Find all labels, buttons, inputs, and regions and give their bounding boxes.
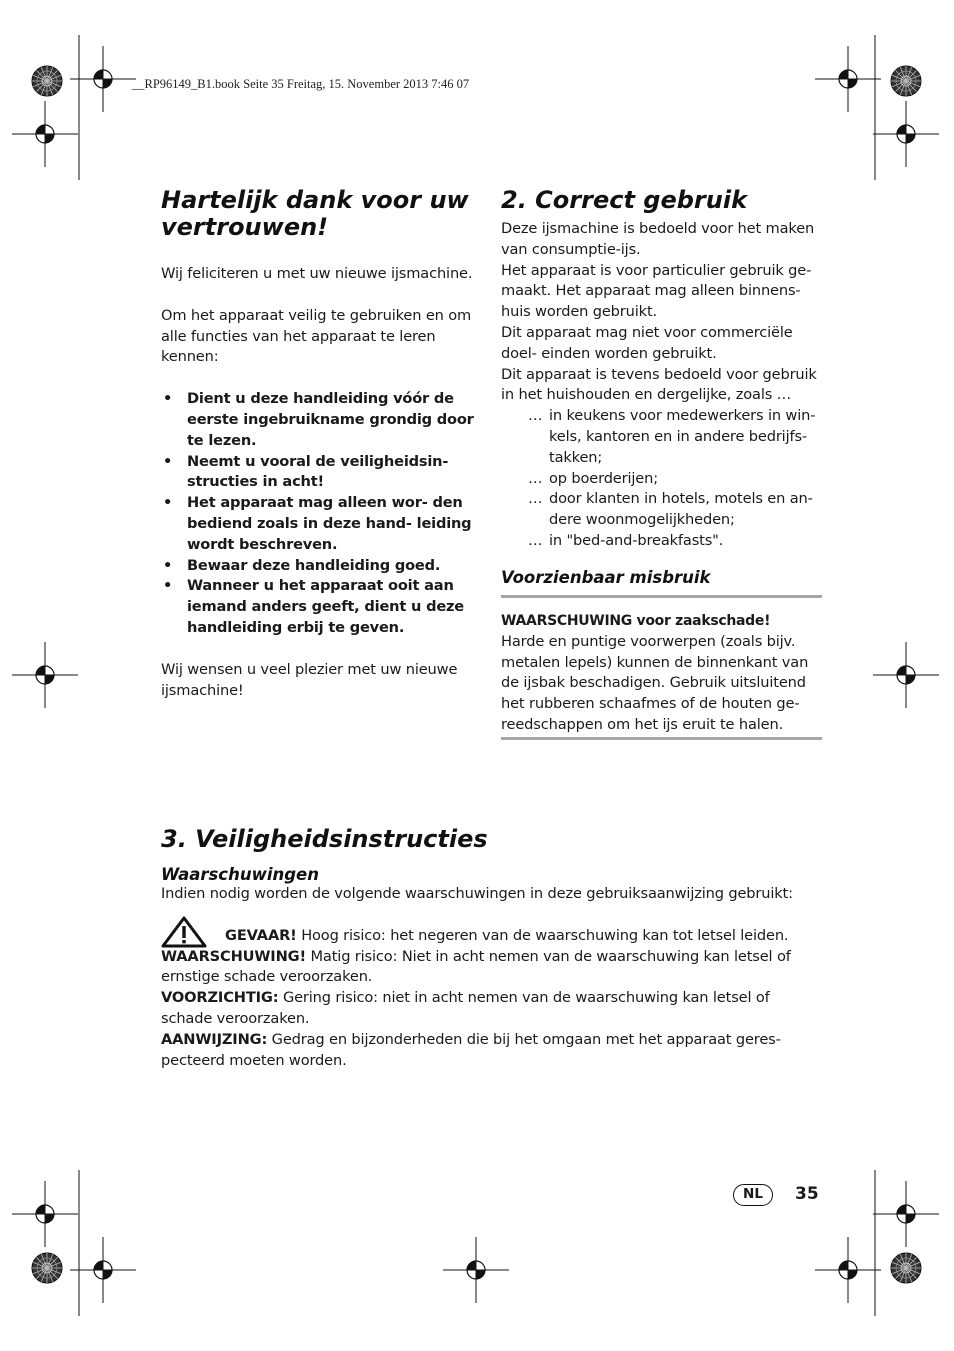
level-note <box>161 1030 823 1072</box>
intro-congrats: Wij feliciteren u met uw nieuwe ijsmachine. <box>161 265 473 282</box>
page-number: 35 <box>795 1184 819 1204</box>
safety-title: 3. Veiligheidsinstructies <box>161 825 488 853</box>
list-item: • Bewaar deze handleiding goed. <box>161 556 483 577</box>
list-item: … in keukens voor medewerkers in win- kels, kantoren en in andere bedrijfs- takken; <box>501 406 823 468</box>
list-item: • Het apparaat mag alleen wor- den bediend zoals in deze hand- leiding wordt beschreven. <box>161 493 483 555</box>
level-danger <box>161 926 823 947</box>
correct-use-p3: Dit apparaat mag niet voor commerciële doel- einden worden gebruikt. <box>501 323 793 362</box>
property-damage-warning <box>501 595 822 740</box>
level-text: Matig risico: Niet in acht nemen van de waarschuwing kan letsel of ernstige schade veroorzaken. <box>161 947 791 986</box>
warning-text: Harde en puntige voorwerpen (zoals bijv. metalen lepels) kunnen de binnenkant van de ijsbak beschadigen. Gebruik uitsluitend het rubberen schaafmes of de houten ge- reedschappen om het ijs eruit te halen. <box>501 632 809 733</box>
file-header: __RP96149_B1.book Seite 35 Freitag, 15. November 2013 7:46 07 <box>132 77 470 91</box>
level-text: Hoog risico: het negeren van de waarschuwing kan tot letsel leiden. <box>301 926 789 944</box>
safety-subtitle: Waarschuwingen <box>161 865 319 884</box>
safety-intro: Indien nodig worden de volgende waarschuwingen in deze gebruiksaanwijzing gebruikt: <box>161 885 793 902</box>
intro-safe-use: Om het apparaat veilig te gebruiken en om alle functies van het apparaat te leren kennen: <box>161 306 472 366</box>
level-caution <box>161 988 823 1030</box>
safety-section <box>161 826 823 1071</box>
correct-use-p4: Dit apparaat is tevens bedoeld voor gebruik in het huishouden en dergelijke, zoals … <box>501 365 817 404</box>
warning-triangle-icon <box>161 916 207 948</box>
warning-levels <box>161 926 823 1072</box>
warning-title: WAARSCHUWING voor zaakschade! <box>501 613 771 629</box>
list-item: • Wanneer u het apparaat ooit aan iemand anders geeft, dient u deze handleiding erbij te geven. <box>161 576 483 638</box>
intro-closing: Wij wensen u veel plezier met uw nieuwe ijsmachine! <box>161 660 458 699</box>
correct-use-p2: Het apparaat is voor particulier gebruik ge- maakt. Het apparaat mag alleen binnens- huis worden gebruikt. <box>501 261 812 321</box>
intro-title: Hartelijk dank voor uw vertrouwen! <box>161 186 469 241</box>
use-location-list <box>501 406 823 552</box>
correct-use-title: 2. Correct gebruik <box>501 186 748 214</box>
list-item: … door klanten in hotels, motels en an- dere woonmogelijkheden; <box>501 489 823 531</box>
language-badge: NL <box>733 1184 773 1206</box>
level-text: Gering risico: niet in acht nemen van de waarschuwing kan letsel of schade veroorzaken. <box>161 989 770 1027</box>
level-text: Gedrag en bijzonderheden die bij het omgaan met het apparaat geres- pecteerd moeten worden. <box>161 1030 781 1069</box>
list-item: • Neemt u vooral de veiligheidsin- structies in acht! <box>161 452 483 494</box>
level-label: AANWIJZING: <box>161 1030 268 1048</box>
list-item: … op boerderijen; <box>501 469 823 490</box>
list-item: • Dient u deze handleiding vóór de eerste ingebruikname grondig door te lezen. <box>161 389 483 451</box>
list-item: … in "bed-and-breakfasts". <box>501 531 823 552</box>
level-label: GEVAAR! <box>225 926 297 944</box>
level-label: VOORZICHTIG: <box>161 989 279 1007</box>
misuse-title: Voorzienbaar misbruik <box>501 567 711 587</box>
intro-section <box>161 187 483 701</box>
level-label: WAARSCHUWING! <box>161 947 306 965</box>
correct-use-p1: Deze ijsmachine is bedoeld voor het maken van consumptie-ijs. <box>501 220 815 258</box>
level-warning <box>161 947 823 989</box>
intro-bullet-list <box>161 389 483 639</box>
correct-use-section <box>501 187 823 587</box>
